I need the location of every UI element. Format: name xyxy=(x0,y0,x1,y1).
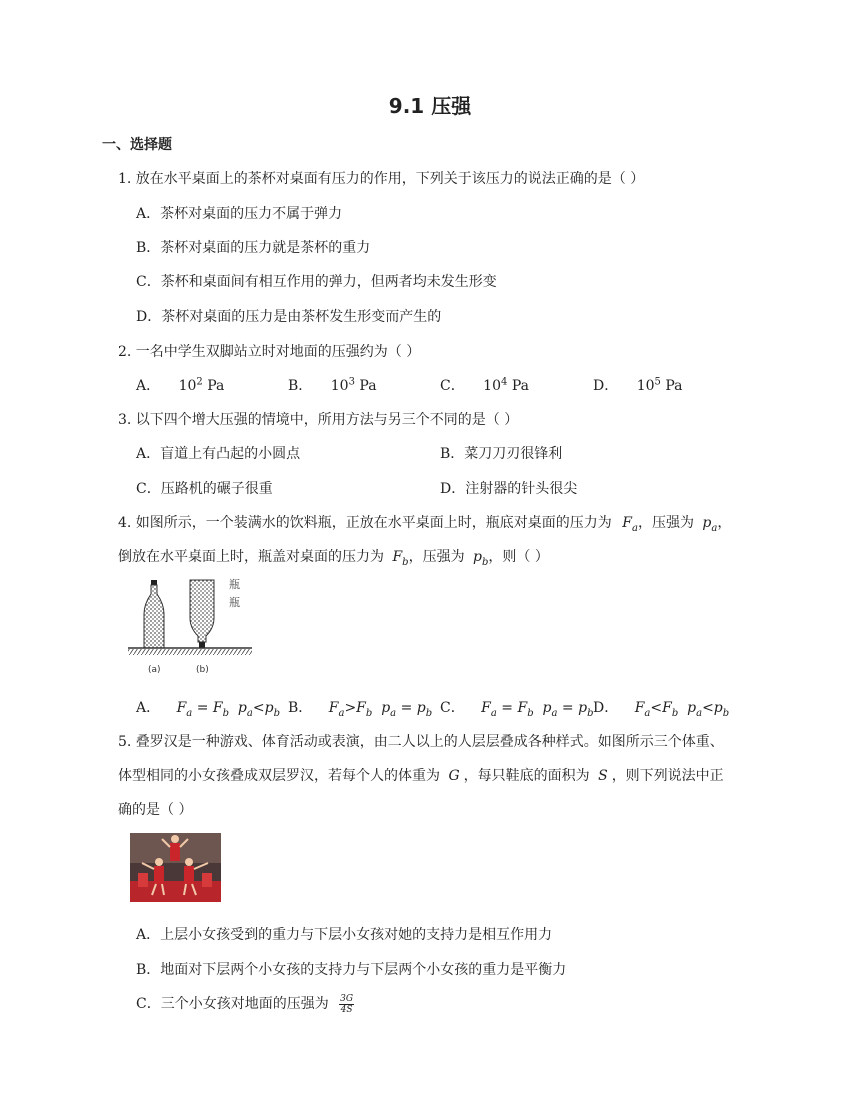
symbol-fb-sub: b xyxy=(402,556,409,568)
question-4-option-a[interactable] xyxy=(136,697,280,719)
question-3-option-d[interactable]: D．注射器的针头很尖 xyxy=(440,481,578,497)
figure-label-a: (a) xyxy=(148,665,161,675)
question-1-option-d[interactable]: D．茶杯对桌面的压力是由茶杯发生形变而产生的 xyxy=(136,309,442,325)
bottle-b xyxy=(190,580,214,648)
page-title: 9.1 压强 xyxy=(388,94,472,118)
symbol-fa-sub: a xyxy=(631,522,638,534)
question-4-option-b[interactable] xyxy=(288,697,432,719)
option-b-formula: $F_a>F_b$ $p_a = p_b$ xyxy=(328,700,433,719)
stem-text: ，每只鞋底的面积为 xyxy=(463,768,590,784)
option-value: 10 xyxy=(483,378,501,394)
question-1-option-a[interactable]: A．茶杯对桌面的压力不属于弹力 xyxy=(136,206,343,222)
question-3-option-b[interactable]: B．菜刀刀刃很锋利 xyxy=(440,446,563,462)
question-4-option-d[interactable] xyxy=(593,697,729,719)
option-unit: Pa xyxy=(660,378,683,394)
option-exponent: 4 xyxy=(501,376,508,388)
stem-text: 体型相同的小女孩叠成双层罗汉，若每个人的体重为 xyxy=(118,768,440,784)
question-4-stem-line-2 xyxy=(118,546,549,568)
question-2-option-c[interactable] xyxy=(440,375,529,395)
question-5-option-c[interactable] xyxy=(136,993,354,1015)
stem-text: ， xyxy=(717,515,732,531)
option-a-formula: $F_a = F_b$ $p_a<p_b$ xyxy=(176,700,280,719)
fraction xyxy=(339,994,354,1015)
acrobat-photo xyxy=(130,833,221,902)
option-unit: Pa xyxy=(202,378,225,394)
option-label: B． xyxy=(288,378,313,394)
question-4-option-c[interactable] xyxy=(440,697,593,719)
symbol-pa: p xyxy=(702,515,712,531)
stem-text: 倒放在水平桌面上时，瓶盖对桌面的压力为 xyxy=(118,549,384,565)
fraction-numerator: 3G xyxy=(340,993,354,1004)
symbol-g: G xyxy=(448,768,460,784)
stem-text: ，则下列说法中正 xyxy=(611,768,724,784)
question-5-stem-line-1: 5. 叠罗汉是一种游戏、体育活动或表演，由二人以上的人层层叠成各种样式。如图所示三个体重、 xyxy=(118,734,724,750)
bottle-a xyxy=(144,580,164,648)
option-label: D． xyxy=(593,700,619,716)
question-1-option-b[interactable]: B．茶杯对桌面的压力就是茶杯的重力 xyxy=(136,240,371,256)
figure-side-text-1: 瓶 xyxy=(229,578,240,591)
question-1-stem: 1. 放在水平桌面上的茶杯对桌面有压力的作用，下列关于该压力的说法正确的是（ ） xyxy=(118,171,645,187)
option-value: 10 xyxy=(330,378,349,394)
option-label: C． xyxy=(440,378,465,394)
symbol-fa: F xyxy=(622,515,632,531)
option-label: D． xyxy=(593,378,619,394)
option-label: A． xyxy=(136,700,161,716)
option-label: A． xyxy=(136,378,161,394)
question-2-option-a[interactable] xyxy=(136,375,224,395)
option-label: B． xyxy=(288,700,313,716)
option-value: 10 xyxy=(636,378,655,394)
option-exponent: 5 xyxy=(654,376,661,388)
question-1-option-c[interactable]: C．茶杯和桌面间有相互作用的弹力，但两者均未发生形变 xyxy=(136,274,497,290)
option-c-formula: $F_a = F_b$ $p_a = p_b$ xyxy=(481,700,594,719)
figure-label-b: (b) xyxy=(196,665,209,675)
option-exponent: 2 xyxy=(196,376,203,388)
question-5-stem-line-2 xyxy=(118,765,724,785)
stem-text: ，则（ ） xyxy=(488,549,549,565)
question-5-option-b[interactable]: B．地面对下层两个小女孩的支持力与下层两个小女孩的重力是平衡力 xyxy=(136,962,567,978)
figure-side-text-2: 瓶 xyxy=(229,596,240,609)
symbol-fb: F xyxy=(392,549,403,565)
option-d-formula: $F_a<F_b$ $p_a<p_b$ xyxy=(634,700,730,719)
question-3-option-c[interactable]: C．压路机的碾子很重 xyxy=(136,481,273,497)
question-5-stem-line-3: 确的是（ ） xyxy=(118,802,193,818)
option-unit: Pa xyxy=(354,378,377,394)
symbol-pb: p xyxy=(473,549,482,565)
option-label: C． xyxy=(440,700,465,716)
section-heading: 一、选择题 xyxy=(102,137,172,153)
question-4-stem-line-1 xyxy=(118,512,731,534)
option-exponent: 3 xyxy=(348,376,355,388)
question-3-stem: 3. 以下四个增大压强的情境中，所用方法与另三个不同的是（ ） xyxy=(118,412,519,428)
bottle-figure xyxy=(126,576,256,680)
question-2-stem: 2. 一名中学生双脚站立时对地面的压强约为（ ） xyxy=(118,344,421,360)
stem-text: ，压强为 xyxy=(408,549,465,565)
fraction-denominator: 4S xyxy=(340,1004,353,1015)
stem-text: ，压强为 xyxy=(637,515,694,531)
question-5-option-a[interactable]: A．上层小女孩受到的重力与下层小女孩对她的支持力是相互作用力 xyxy=(136,927,553,943)
option-unit: Pa xyxy=(507,378,529,394)
question-2-option-b[interactable] xyxy=(288,375,377,395)
symbol-pb-sub: b xyxy=(482,556,489,568)
question-3-option-a[interactable]: A．盲道上有凸起的小圆点 xyxy=(136,446,301,462)
symbol-s: S xyxy=(598,768,608,784)
option-label: C．三个小女孩对地面的压强为 xyxy=(136,996,329,1012)
stem-text: 4. 如图所示，一个装满水的饮料瓶，正放在水平桌面上时，瓶底对桌面的压力为 xyxy=(118,515,612,531)
symbol-pa-sub: a xyxy=(711,522,718,534)
question-2-option-d[interactable] xyxy=(593,375,682,395)
option-value: 10 xyxy=(178,378,197,394)
